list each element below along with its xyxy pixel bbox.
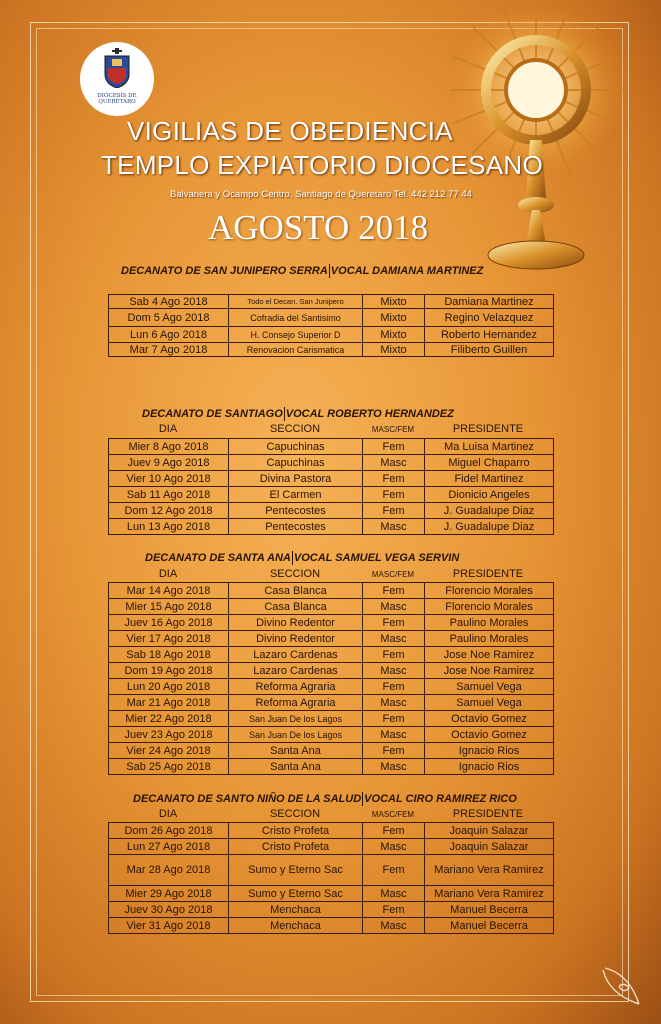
logo-line2: QUERÉTARO <box>98 99 136 105</box>
table-row <box>109 663 554 679</box>
table-row <box>109 679 554 695</box>
vocal-name: VOCAL DAMIANA MARTINEZ <box>330 264 484 277</box>
cell-seccion: Santa Ana <box>229 743 363 759</box>
cell-presidente: Octavio Gomez <box>425 711 554 727</box>
table-row <box>109 886 554 902</box>
header-masc-fem: MASC/FEM <box>371 425 415 434</box>
corner-flourish-icon <box>599 964 643 1008</box>
cell-masc-fem: Masc <box>363 599 425 615</box>
cell-masc-fem: Masc <box>363 839 425 855</box>
table-row <box>109 631 554 647</box>
table-row <box>109 455 554 471</box>
cell-dia: Dom 19 Ago 2018 <box>109 663 229 679</box>
cell-seccion: Capuchinas <box>229 455 363 471</box>
cell-masc-fem: Mixto <box>363 309 425 327</box>
address: Balvanera y Ocampo Centro, Santiago de Queretaro Tel. 442 212 77 44 <box>170 189 472 200</box>
cell-presidente: Ignacio Rios <box>425 743 554 759</box>
decanato-name: DECANATO DE SANTO NIÑO DE LA SALUD <box>133 792 362 805</box>
cell-dia: Lun 6 Ago 2018 <box>109 327 229 343</box>
cell-dia: Mar 21 Ago 2018 <box>109 695 229 711</box>
table-row <box>109 647 554 663</box>
cell-dia: Dom 12 Ago 2018 <box>109 503 229 519</box>
cell-presidente: Jose Noe Ramirez <box>425 663 554 679</box>
cell-masc-fem: Fem <box>363 439 425 455</box>
section-title <box>142 407 454 421</box>
schedule-table <box>108 822 554 934</box>
cell-dia: Mier 8 Ago 2018 <box>109 439 229 455</box>
table-row <box>109 902 554 918</box>
cell-dia: Sab 25 Ago 2018 <box>109 759 229 775</box>
cell-seccion: Menchaca <box>229 918 363 934</box>
cell-masc-fem: Fem <box>363 823 425 839</box>
cell-presidente: Mariano Vera Ramirez <box>425 886 554 902</box>
cell-dia: Sab 11 Ago 2018 <box>109 487 229 503</box>
cell-seccion: H. Consejo Superior D <box>229 327 363 343</box>
cell-dia: Mier 29 Ago 2018 <box>109 886 229 902</box>
cell-presidente: Regino Velazquez <box>425 309 554 327</box>
header-seccion: SECCION <box>269 808 321 820</box>
schedule-table <box>108 438 554 535</box>
table-row <box>109 743 554 759</box>
table-header <box>108 423 552 436</box>
cell-dia: Lun 27 Ago 2018 <box>109 839 229 855</box>
cell-seccion: Pentecostes <box>229 519 363 535</box>
cell-presidente: Filiberto Guillen <box>425 343 554 357</box>
schedule-table <box>108 582 554 775</box>
cell-seccion: Lazaro Cardenas <box>229 663 363 679</box>
cell-seccion: San Juan De los Lagos <box>229 711 363 727</box>
table-row <box>109 519 554 535</box>
cell-masc-fem: Fem <box>363 743 425 759</box>
cell-presidente: Octavio Gomez <box>425 727 554 743</box>
cell-presidente: Joaquin Salazar <box>425 839 554 855</box>
header-dia: DIA <box>158 423 178 435</box>
subtitle: TEMPLO EXPIATORIO DIOCESANO <box>101 150 544 180</box>
cell-seccion: Divina Pastora <box>229 471 363 487</box>
cell-dia: Mar 14 Ago 2018 <box>109 583 229 599</box>
cell-presidente: Miguel Chaparro <box>425 455 554 471</box>
cell-masc-fem: Masc <box>363 727 425 743</box>
header-dia: DIA <box>158 568 178 580</box>
cell-presidente: Dionicio Angeles <box>425 487 554 503</box>
section-title <box>121 264 483 278</box>
monstrance-icon <box>450 0 661 290</box>
table-row <box>109 918 554 934</box>
table-row <box>109 295 554 309</box>
vocal-name: VOCAL ROBERTO HERNANDEZ <box>285 407 454 420</box>
table-header <box>108 808 552 821</box>
month-title: AGOSTO 2018 <box>208 208 429 247</box>
cell-presidente: Damiana Martinez <box>425 295 554 309</box>
cell-dia: Dom 5 Ago 2018 <box>109 309 229 327</box>
table-row <box>109 503 554 519</box>
decanato-name: DECANATO DE SANTA ANA <box>145 551 291 564</box>
cell-seccion: Divino Redentor <box>229 631 363 647</box>
header-seccion: SECCION <box>269 423 321 435</box>
decanato-name: DECANATO DE SANTIAGO <box>142 407 283 420</box>
cell-seccion: Menchaca <box>229 902 363 918</box>
cell-masc-fem: Masc <box>363 631 425 647</box>
header-presidente: PRESIDENTE <box>452 423 524 435</box>
cell-masc-fem: Masc <box>363 886 425 902</box>
cell-presidente: Manuel Becerra <box>425 902 554 918</box>
cell-seccion: Santa Ana <box>229 759 363 775</box>
cell-seccion: Lazaro Cardenas <box>229 647 363 663</box>
cell-dia: Vier 24 Ago 2018 <box>109 743 229 759</box>
cell-presidente: Joaquin Salazar <box>425 823 554 839</box>
cell-seccion: El Carmen <box>229 487 363 503</box>
cell-masc-fem: Masc <box>363 519 425 535</box>
table-header <box>108 568 552 581</box>
cell-presidente: J. Guadalupe Diaz <box>425 503 554 519</box>
decanato-name: DECANATO DE SAN JUNIPERO SERRA <box>121 264 328 277</box>
table-row <box>109 583 554 599</box>
cell-presidente: Fidel Martinez <box>425 471 554 487</box>
cell-dia: Lun 20 Ago 2018 <box>109 679 229 695</box>
cell-masc-fem: Fem <box>363 503 425 519</box>
cell-presidente: Paulino Morales <box>425 615 554 631</box>
cell-dia: Mar 7 Ago 2018 <box>109 343 229 357</box>
header-dia: DIA <box>158 808 178 820</box>
cell-masc-fem: Fem <box>363 647 425 663</box>
cell-presidente: Samuel Vega <box>425 679 554 695</box>
cell-dia: Juev 16 Ago 2018 <box>109 615 229 631</box>
header-masc-fem: MASC/FEM <box>371 810 415 819</box>
shield-icon <box>102 48 132 88</box>
cell-seccion: Todo el Decan. San Junipero <box>229 295 363 309</box>
cell-dia: Mar 28 Ago 2018 <box>109 855 229 886</box>
cell-seccion: Cristo Profeta <box>229 839 363 855</box>
table-row <box>109 759 554 775</box>
cell-presidente: Samuel Vega <box>425 695 554 711</box>
table-row <box>109 471 554 487</box>
table-row <box>109 487 554 503</box>
table-row <box>109 439 554 455</box>
table-row <box>109 615 554 631</box>
cell-seccion: Casa Blanca <box>229 599 363 615</box>
cell-presidente: Roberto Hernandez <box>425 327 554 343</box>
cell-presidente: Ma Luisa Martinez <box>425 439 554 455</box>
table-row <box>109 855 554 886</box>
table-row <box>109 839 554 855</box>
cell-dia: Juev 23 Ago 2018 <box>109 727 229 743</box>
cell-dia: Juev 9 Ago 2018 <box>109 455 229 471</box>
table-row <box>109 327 554 343</box>
cell-dia: Lun 13 Ago 2018 <box>109 519 229 535</box>
cell-seccion: Pentecostes <box>229 503 363 519</box>
vocal-name: VOCAL CIRO RAMIREZ RICO <box>364 792 517 805</box>
cell-masc-fem: Fem <box>363 855 425 886</box>
schedule-table <box>108 294 554 357</box>
cell-seccion: Cristo Profeta <box>229 823 363 839</box>
cell-masc-fem: Masc <box>363 455 425 471</box>
cell-presidente: Ignacio Rios <box>425 759 554 775</box>
table-row <box>109 309 554 327</box>
cell-seccion: Sumo y Eterno Sac <box>229 855 363 886</box>
logo-line1: DIÓCESIS DE <box>97 93 137 99</box>
table-row <box>109 711 554 727</box>
cell-masc-fem: Mixto <box>363 295 425 309</box>
cell-dia: Sab 18 Ago 2018 <box>109 647 229 663</box>
table-row <box>109 695 554 711</box>
cell-dia: Mier 15 Ago 2018 <box>109 599 229 615</box>
cell-masc-fem: Fem <box>363 902 425 918</box>
cell-seccion: Casa Blanca <box>229 583 363 599</box>
cell-seccion: Cofradia del Santisimo <box>229 309 363 327</box>
table-row <box>109 727 554 743</box>
cell-dia: Mier 22 Ago 2018 <box>109 711 229 727</box>
main-title: VIGILIAS DE OBEDIENCIA <box>127 116 453 146</box>
cell-masc-fem: Fem <box>363 471 425 487</box>
table-row <box>109 343 554 357</box>
cell-masc-fem: Masc <box>363 759 425 775</box>
cell-presidente: Manuel Becerra <box>425 918 554 934</box>
cell-presidente: Mariano Vera Ramirez <box>425 855 554 886</box>
cell-seccion: Reforma Agraria <box>229 679 363 695</box>
cell-masc-fem: Fem <box>363 487 425 503</box>
cell-seccion: Capuchinas <box>229 439 363 455</box>
cell-presidente: J. Guadalupe Diaz <box>425 519 554 535</box>
cell-seccion: Sumo y Eterno Sac <box>229 886 363 902</box>
cell-masc-fem: Mixto <box>363 327 425 343</box>
header-seccion: SECCION <box>269 568 321 580</box>
vocal-name: VOCAL SAMUEL VEGA SERVIN <box>293 551 460 564</box>
cell-masc-fem: Fem <box>363 679 425 695</box>
cell-seccion: San Juan De los Lagos <box>229 727 363 743</box>
section-title <box>133 792 517 806</box>
header-masc-fem: MASC/FEM <box>371 570 415 579</box>
cell-masc-fem: Masc <box>363 663 425 679</box>
cell-masc-fem: Fem <box>363 615 425 631</box>
cell-masc-fem: Mixto <box>363 343 425 357</box>
cell-masc-fem: Masc <box>363 918 425 934</box>
cell-dia: Sab 4 Ago 2018 <box>109 295 229 309</box>
cell-dia: Vier 31 Ago 2018 <box>109 918 229 934</box>
header-presidente: PRESIDENTE <box>452 568 524 580</box>
cell-masc-fem: Masc <box>363 695 425 711</box>
cell-masc-fem: Fem <box>363 711 425 727</box>
cell-dia: Juev 30 Ago 2018 <box>109 902 229 918</box>
cell-masc-fem: Fem <box>363 583 425 599</box>
cell-seccion: Renovacion Carismatica <box>229 343 363 357</box>
cell-dia: Vier 17 Ago 2018 <box>109 631 229 647</box>
cell-seccion: Reforma Agraria <box>229 695 363 711</box>
cell-presidente: Florencio Morales <box>425 583 554 599</box>
cell-presidente: Florencio Morales <box>425 599 554 615</box>
cell-dia: Dom 26 Ago 2018 <box>109 823 229 839</box>
cell-presidente: Jose Noe Ramirez <box>425 647 554 663</box>
diocese-logo <box>80 42 154 116</box>
section-title <box>145 551 459 565</box>
cell-seccion: Divino Redentor <box>229 615 363 631</box>
header-presidente: PRESIDENTE <box>452 808 524 820</box>
table-row <box>109 823 554 839</box>
table-row <box>109 599 554 615</box>
cell-dia: Vier 10 Ago 2018 <box>109 471 229 487</box>
cell-presidente: Paulino Morales <box>425 631 554 647</box>
